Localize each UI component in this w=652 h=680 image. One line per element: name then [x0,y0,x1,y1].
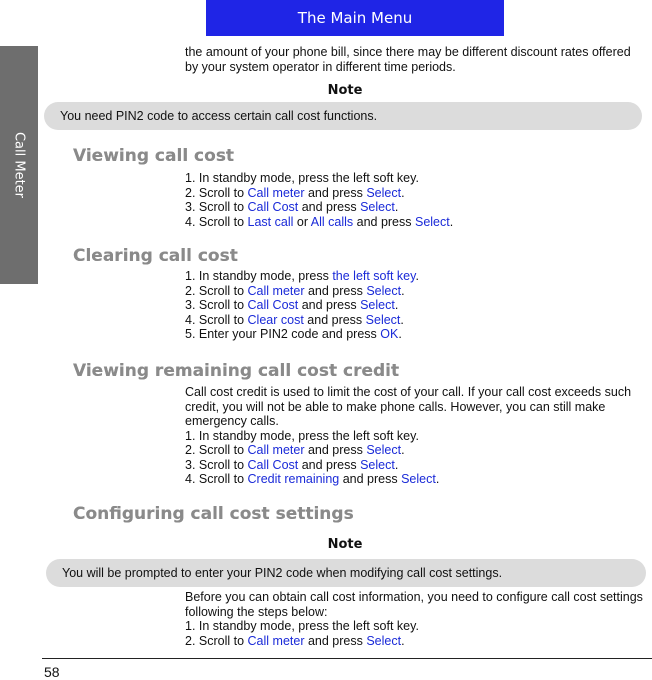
menu-term: Select [366,283,402,298]
menu-term: Credit remaining [247,472,340,486]
step-item [185,327,645,342]
step-text: . [401,633,405,648]
step-text: . [394,298,399,312]
step-text: . [400,312,404,327]
step-item [185,472,645,487]
menu-term: Select [366,443,402,457]
step-text: and press [303,312,366,327]
menu-term: Select [414,214,450,229]
step-text: . [394,200,399,214]
note-box [44,102,642,130]
menu-term: Call meter [247,443,305,457]
header-tab [206,0,504,36]
step-text: 5. Enter your PIN2 code and press [185,327,381,341]
section-heading-viewing: Viewing call cost [73,146,235,166]
step-item [185,298,645,313]
step-text: . [415,269,419,283]
step-text: 1. In standby mode, press the left soft key. [185,171,419,185]
configuring-description: Before you can obtain call cost information, you need to configure call cost settings following the steps below: 1. In standby mode, press the left soft key. 2. Scroll to Call meter and press Select. [185,590,645,648]
menu-term: the left soft key [332,269,416,283]
step-text: and press [353,214,415,229]
note-text: You need PIN2 code to access certain call cost functions. [60,109,378,123]
intro-paragraph: the amount of your phone bill, since there may be different discount rates offered by your system operator in different time periods. [185,45,631,74]
header-title: The Main Menu [297,9,413,27]
step-item [185,313,645,328]
menu-term: Call meter [247,185,305,200]
footer-divider [42,658,652,659]
menu-term: Call meter [247,283,305,298]
menu-term: Last call [247,214,294,229]
menu-term: All calls [310,214,354,229]
note-box-2 [46,559,646,587]
step-text: 4. Scroll to [185,472,248,486]
step-text: 2. Scroll to [185,633,248,648]
section-heading-configuring: Configuring call cost settings [73,504,354,524]
menu-term: Call Cost [247,298,299,312]
steps-clearing [185,269,645,342]
menu-term: OK [380,327,399,341]
step-text: 4. Scroll to [185,214,248,229]
step-item [185,171,645,186]
section-heading-remaining: Viewing remaining call cost credit [73,361,400,381]
step-text: and press [298,298,361,312]
step-text: 3. Scroll to [185,298,248,312]
menu-term: Select [360,200,395,214]
note-label: Note [327,83,363,98]
step-item [185,284,645,299]
side-chapter-tab [0,46,38,284]
note-label-2: Note [327,537,363,552]
menu-term: Select [360,457,395,472]
side-tab-label: Call Meter [11,131,27,199]
step-text: and press [298,200,361,214]
step-item [185,186,645,201]
section-heading-clearing: Clearing call cost [73,246,238,266]
menu-term: Call meter [247,633,305,648]
menu-term: Select [401,472,436,486]
menu-term: Select [366,633,402,648]
step-text: 1. In standby mode, press the left soft key. [185,428,419,443]
step-text: and press [304,283,367,298]
step-text: 3. Scroll to [185,200,248,214]
menu-term: Select [366,185,402,200]
step-text: . [401,185,405,200]
step-text: and press [304,443,367,457]
step-text: and press [298,457,361,472]
step-item [185,458,645,473]
note-text-2: You will be prompted to enter your PIN2 code when modifying call cost settings. [62,566,503,580]
step-text: and press [339,472,402,486]
menu-term: Clear cost [247,312,304,327]
menu-term: Select [365,312,401,327]
page-number: 58 [44,664,60,680]
step-item [185,269,645,284]
step-text: 2. Scroll to [185,283,248,298]
menu-term: Select [360,298,395,312]
step-text: 1. In standby mode, press [185,269,333,283]
menu-term: Call Cost [247,200,299,214]
step-text: . [394,457,399,472]
step-text: and press [304,185,367,200]
step-item [185,619,645,634]
step-item [185,443,645,458]
step-text: and press [304,633,367,648]
step-item [185,429,645,444]
step-item [185,634,645,649]
step-text: . [401,283,405,298]
step-text: . [449,214,454,229]
step-text: 1. In standby mode, press the left soft key. [185,619,419,633]
step-text: . [398,327,402,341]
remaining-description: Call cost credit is used to limit the cost of your call. If your call cost exceeds such credit, you will not be able to make phone calls. However, you can still make emergency calls. 1. In standby mode, press the left soft key. 2. Scroll to Call meter and press Select. 3. Scroll to Call Cost and press Select. 4. Scroll to Credit remaining and press Select. [185,385,645,487]
step-text: . [435,472,440,486]
step-text: 2. Scroll to [185,443,248,457]
step-text: 3. Scroll to [185,457,248,472]
step-text: . [401,443,405,457]
step-item [185,200,645,215]
step-text: or [293,214,311,229]
step-text: 4. Scroll to [185,312,248,327]
step-item [185,215,645,230]
steps-viewing [185,171,645,229]
step-text: 2. Scroll to [185,185,248,200]
menu-term: Call Cost [247,457,299,472]
